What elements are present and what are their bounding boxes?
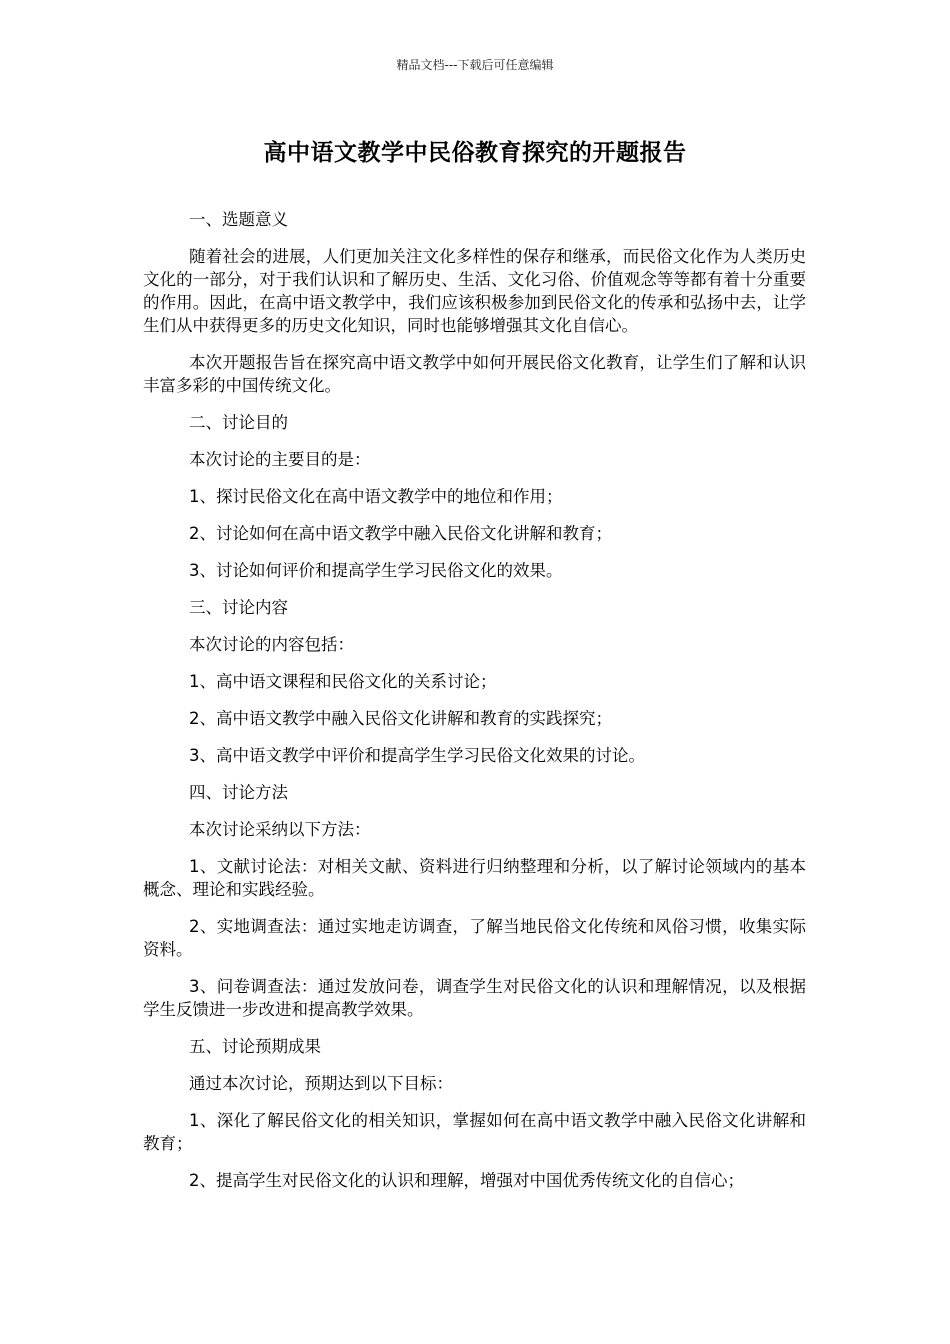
paragraph-significance-1: 随着社会的进展，人们更加关注文化多样性的保存和继承，而民俗文化作为人类历史文化的一部分，对于我们认识和了解历史、生活、文化习俗、价值观念等等都有着十分重要的作用。因此，在高中语文教学中，我们应该积极参加到民俗文化的传承和弘扬中去，让学生们从中获得更多的历史文化知识，同时也能够增强其文化自信心。 — [143, 247, 806, 335]
list-item-result-1: 1、深化了解民俗文化的相关知识，掌握如何在高中语文教学中融入民俗文化讲解和教育； — [143, 1111, 806, 1153]
heading-topic-significance: 一、选题意义 — [189, 210, 288, 229]
paragraph-results-intro: 通过本次讨论，预期达到以下目标： — [189, 1074, 453, 1093]
list-item-method-2: 2、实地调查法：通过实地走访调查，了解当地民俗文化传统和风俗习惯，收集实际资料。 — [143, 917, 806, 959]
list-item-content-3: 3、高中语文教学中评价和提高学生学习民俗文化效果的讨论。 — [189, 746, 645, 765]
paragraph-content-intro: 本次讨论的内容包括： — [189, 635, 354, 654]
paragraph-significance-2: 本次开题报告旨在探究高中语文教学中如何开展民俗文化教育，让学生们了解和认识丰富多彩的中国传统文化。 — [143, 353, 806, 395]
list-item-result-2: 2、提高学生对民俗文化的认识和理解，增强对中国优秀传统文化的自信心； — [189, 1171, 744, 1190]
paragraph-methods-intro: 本次讨论采纳以下方法： — [189, 820, 371, 839]
list-item-method-1: 1、文献讨论法：对相关文献、资料进行归纳整理和分析，以了解讨论领域内的基本概念、理论和实践经验。 — [143, 857, 806, 899]
list-item-content-2: 2、高中语文教学中融入民俗文化讲解和教育的实践探究； — [189, 709, 612, 728]
page-header: 精品文档---下载后可任意编辑 — [396, 58, 554, 72]
document-title: 高中语文教学中民俗教育探究的开题报告 — [263, 140, 687, 166]
heading-research-methods: 四、讨论方法 — [189, 783, 288, 802]
list-item-purpose-1: 1、探讨民俗文化在高中语文教学中的地位和作用； — [189, 487, 563, 506]
document-body — [143, 208, 806, 1206]
list-item-method-3: 3、问卷调查法：通过发放问卷，调查学生对民俗文化的认识和理解情况，以及根据学生反馈进一步改进和提高教学效果。 — [143, 977, 806, 1019]
heading-expected-results: 五、讨论预期成果 — [189, 1037, 321, 1056]
heading-research-content: 三、讨论内容 — [189, 598, 288, 617]
paragraph-purpose-intro: 本次讨论的主要目的是： — [189, 450, 371, 469]
heading-research-purpose: 二、讨论目的 — [189, 413, 288, 432]
list-item-content-1: 1、高中语文课程和民俗文化的关系讨论； — [189, 672, 497, 691]
list-item-purpose-2: 2、讨论如何在高中语文教学中融入民俗文化讲解和教育； — [189, 524, 612, 543]
list-item-purpose-3: 3、讨论如何评价和提高学生学习民俗文化的效果。 — [189, 561, 563, 580]
